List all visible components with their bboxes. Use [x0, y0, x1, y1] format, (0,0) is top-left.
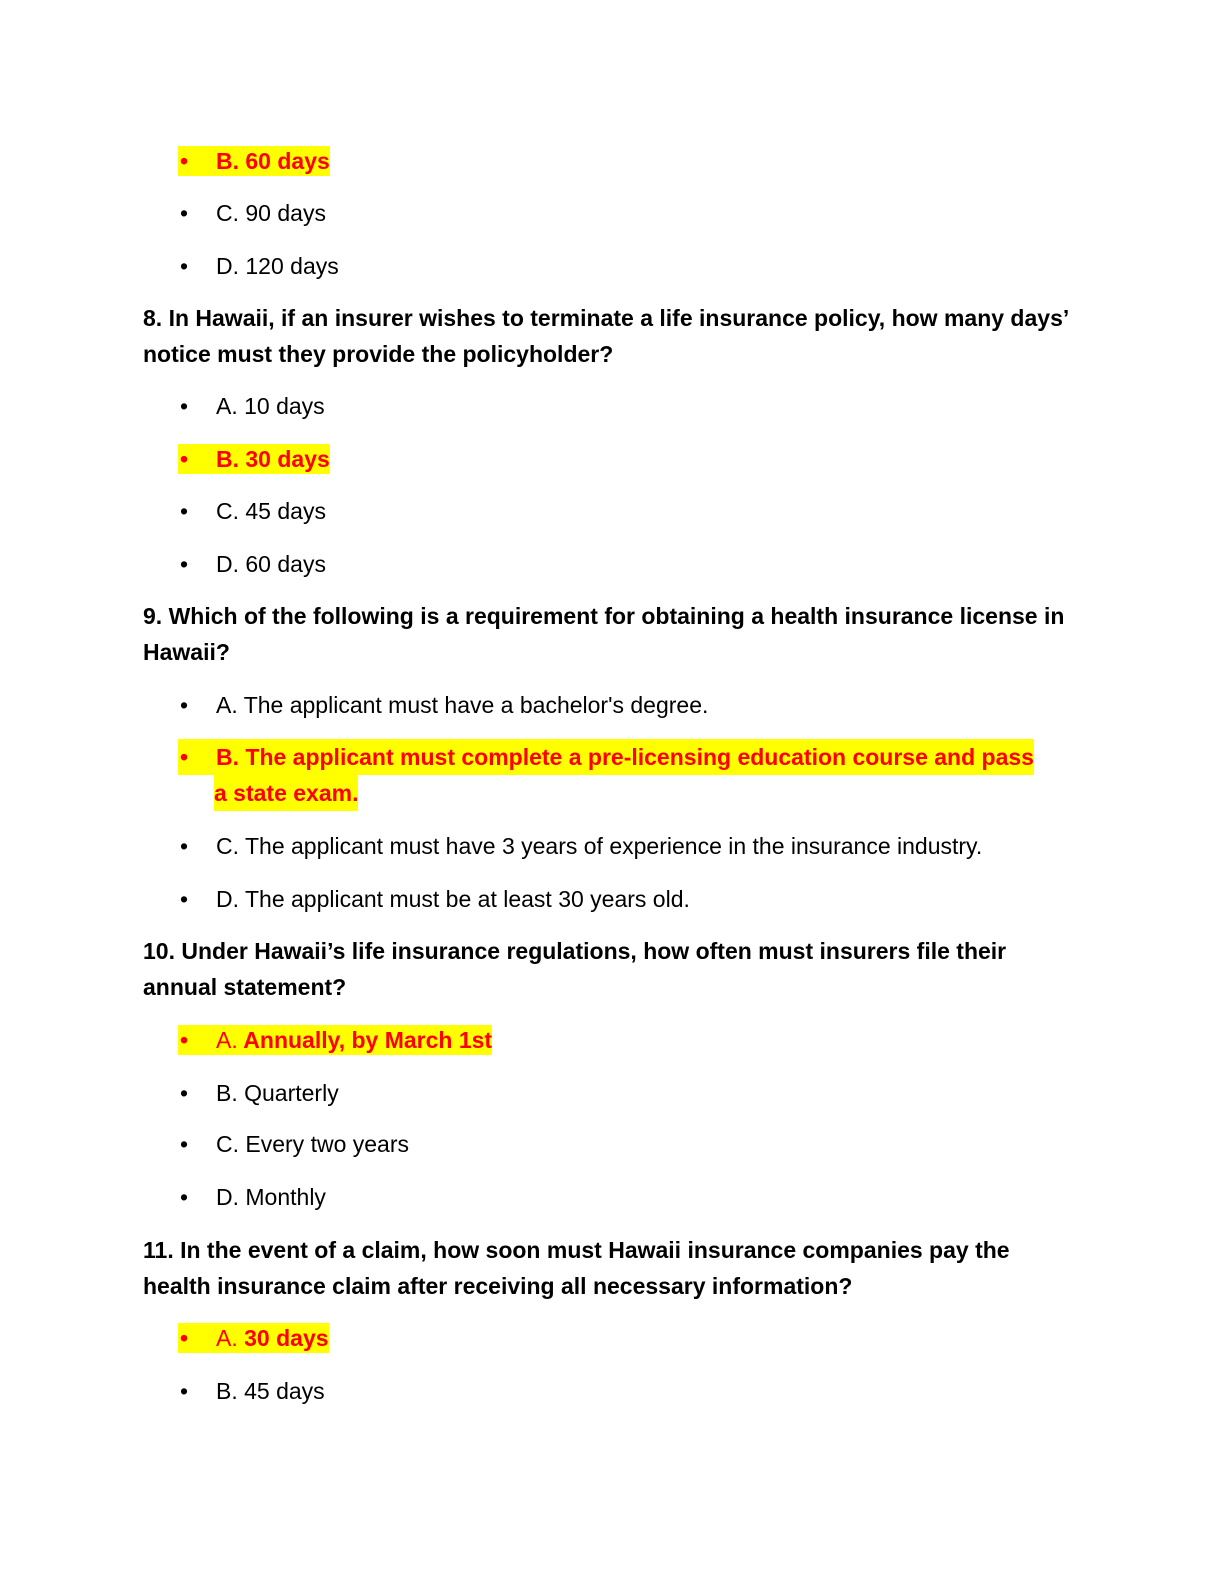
option-text: C. The applicant must have 3 years of experience in the insurance industry. [216, 833, 983, 859]
bullet: • [180, 446, 189, 472]
option-correct [178, 444, 330, 474]
option [178, 391, 325, 421]
bullet: • [180, 1378, 189, 1404]
option-line-1 [178, 739, 1034, 775]
option-text: 30 days [244, 1325, 329, 1351]
option-text: D. The applicant must be at least 30 years old. [216, 886, 690, 912]
option-text: C. Every two years [216, 1131, 409, 1157]
option-letter: A. [216, 1027, 238, 1053]
option-text: C. 45 days [216, 498, 326, 524]
option [178, 690, 708, 720]
bullet: • [180, 253, 189, 279]
option-letter: A. [216, 1325, 238, 1351]
option [178, 251, 339, 281]
bullet: • [180, 1184, 189, 1210]
bullet: • [180, 833, 189, 859]
option [178, 1129, 409, 1159]
option-correct [178, 1323, 329, 1353]
bullet: • [180, 1027, 189, 1053]
bullet: • [180, 1131, 189, 1157]
option [178, 1182, 326, 1212]
option [178, 198, 326, 228]
bullet: • [180, 498, 189, 524]
option-text: A. 10 days [216, 393, 325, 419]
option-text: D. 60 days [216, 551, 326, 577]
bullet: • [180, 393, 189, 419]
option [178, 496, 326, 526]
option-text: D. Monthly [216, 1184, 326, 1210]
option-text: C. 90 days [216, 200, 326, 226]
option-text: B. Quarterly [216, 1080, 339, 1106]
option-text: A. The applicant must have a bachelor's degree. [216, 692, 709, 718]
bullet: • [180, 886, 189, 912]
option-text: Annually, by March 1st [243, 1027, 493, 1053]
option-correct [178, 146, 330, 176]
bullet: • [180, 692, 189, 718]
bullet: • [180, 744, 189, 770]
option-text: B. The applicant must complete a pre-licensing education course and pass [216, 744, 1034, 770]
option [178, 1078, 339, 1108]
option-line-2: a state exam. [214, 775, 358, 811]
option [178, 831, 982, 861]
option-text: D. 120 days [216, 253, 339, 279]
bullet: • [180, 200, 189, 226]
option-text: B. 60 days [216, 148, 330, 174]
question-11: 11. In the event of a claim, how soon must Hawaii insurance companies pay the health insurance claim after receiving all necessary information? [143, 1237, 1010, 1299]
question-8: 8. In Hawaii, if an insurer wishes to terminate a life insurance policy, how many days’ notice must they provide the policyholder? [143, 305, 1068, 367]
bullet: • [180, 148, 189, 174]
bullet: • [180, 551, 189, 577]
option-text: B. 45 days [216, 1378, 325, 1404]
option [178, 1376, 325, 1406]
bullet: • [180, 1080, 189, 1106]
option [178, 549, 326, 579]
option [178, 884, 690, 914]
option-correct [178, 739, 1068, 811]
question-10: 10. Under Hawaii’s life insurance regulations, how often must insurers file their annual statement? [143, 938, 1007, 1000]
option-correct [178, 1025, 492, 1055]
bullet: • [180, 1325, 189, 1351]
question-9: 9. Which of the following is a requirement for obtaining a health insurance license in Hawaii? [143, 603, 1065, 665]
option-text: B. 30 days [216, 446, 330, 472]
